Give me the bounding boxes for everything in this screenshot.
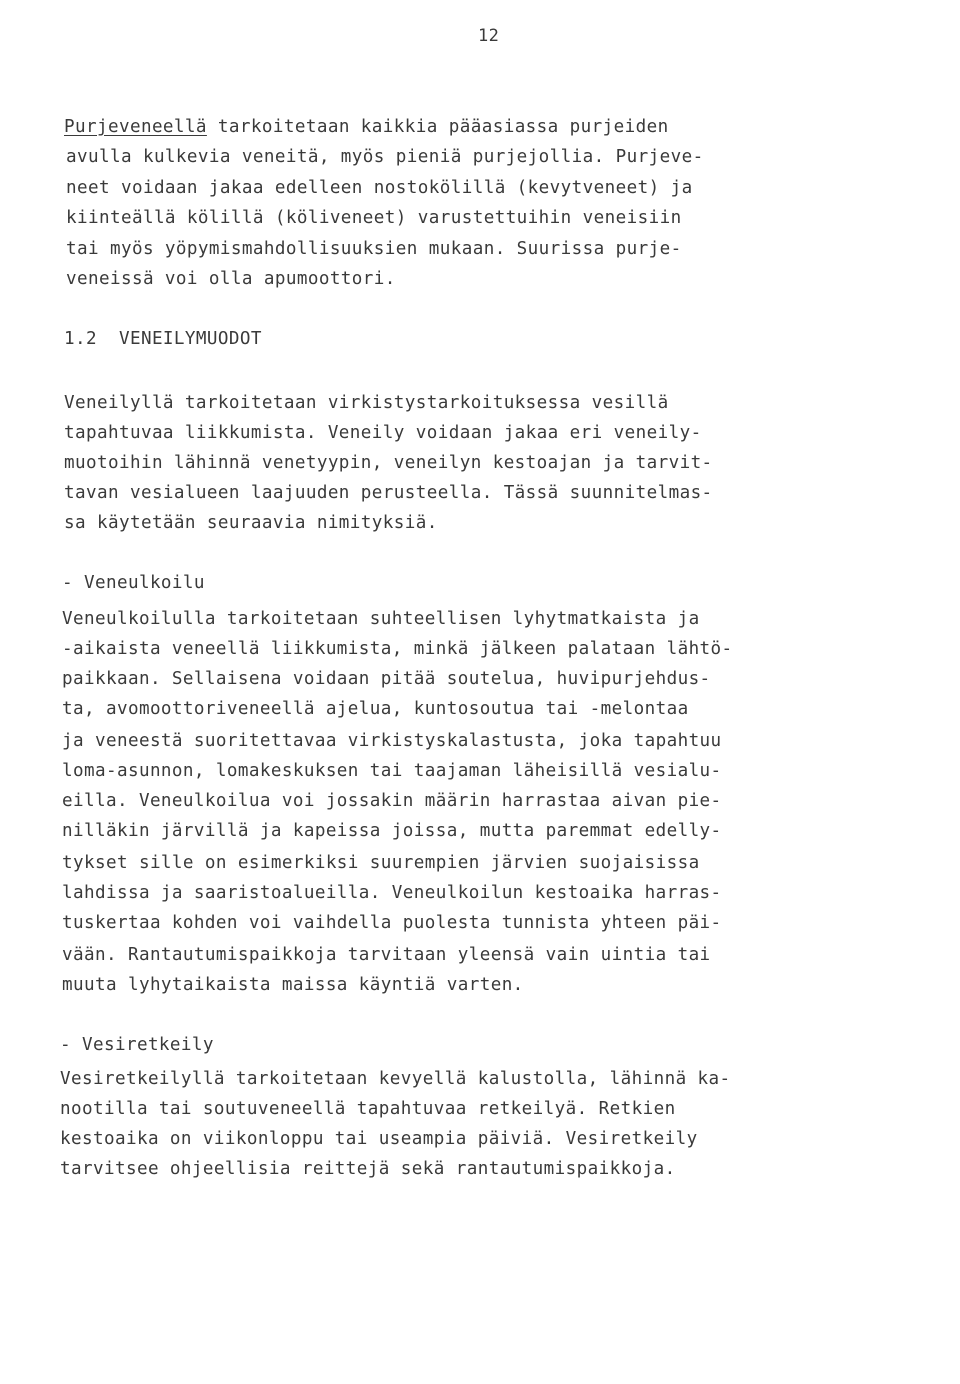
intro-line-1 <box>64 116 669 138</box>
veneulkoilu-line: nilläkin järvillä ja kapeissa joissa, mutta paremmat edelly- <box>62 821 722 841</box>
section-line: muotoihin lähinnä venetyypin, veneilyn kestoajan ja tarvit- <box>64 453 713 473</box>
veneulkoilu-line: ja veneestä suoritettavaa virkistyskalastusta, joka tapahtuu <box>62 731 722 751</box>
intro-term: Purjeveneellä <box>64 117 207 137</box>
veneulkoilu-line: loma-asunnon, lomakeskuksen tai taajaman läheisillä vesialu- <box>62 761 722 781</box>
section-heading: 1.2 VENEILYMUODOT <box>64 329 262 349</box>
veneulkoilu-line: paikkaan. Sellaisena voidaan pitää soutelua, huvipurjehdus- <box>62 669 711 689</box>
intro-line: kiinteällä kölillä (köliveneet) varustettuihin veneisiin <box>66 208 682 228</box>
veneulkoilu-line: tykset sille on esimerkiksi suurempien järvien suojaisissa <box>62 853 700 873</box>
intro-line: tai myös yöpymismahdollisuuksien mukaan. Suurissa purje- <box>66 239 682 259</box>
veneulkoilu-line: tuskertaa kohden voi vaihdella puolesta tunnista yhteen päi- <box>62 913 722 933</box>
vesiretkeily-line: Vesiretkeilyllä tarkoitetaan kevyellä kalustolla, lähinnä ka- <box>60 1069 731 1089</box>
intro-line: neet voidaan jakaa edelleen nostokölillä (kevytveneet) ja <box>66 178 693 198</box>
section-line: sa käytetään seuraavia nimityksiä. <box>64 513 438 533</box>
section-line: Veneilyllä tarkoitetaan virkistystarkoituksessa vesillä <box>64 393 669 413</box>
veneulkoilu-line: vään. Rantautumispaikkoja tarvitaan yleensä vain uintia tai <box>62 945 711 965</box>
veneulkoilu-title: - Veneulkoilu <box>62 573 205 593</box>
vesiretkeily-line: nootilla tai soutuveneellä tapahtuvaa retkeilyä. Retkien <box>60 1099 676 1119</box>
page-number: 12 <box>478 26 500 46</box>
section-line: tapahtuvaa liikkumista. Veneily voidaan jakaa eri veneily- <box>64 423 702 443</box>
veneulkoilu-line: ta, avomoottoriveneellä ajelua, kuntosoutua tai -melontaa <box>62 699 689 719</box>
intro-line-1-rest: tarkoitetaan kaikkia pääasiassa purjeiden <box>206 117 669 137</box>
section-line: tavan vesialueen laajuuden perusteella. Tässä suunnitelmas- <box>64 483 713 503</box>
intro-line: avulla kulkevia veneitä, myös pieniä purjejollia. Purjeve- <box>66 147 704 167</box>
veneulkoilu-line: muuta lyhytaikaista maissa käyntiä varten. <box>62 975 524 995</box>
veneulkoilu-line: lahdissa ja saaristoalueilla. Veneulkoilun kestoaika harras- <box>62 883 722 903</box>
intro-line: veneissä voi olla apumoottori. <box>66 269 396 289</box>
vesiretkeily-line: kestoaika on viikonloppu tai useampia päiviä. Vesiretkeily <box>60 1129 698 1149</box>
veneulkoilu-line: Veneulkoilulla tarkoitetaan suhteellisen lyhytmatkaista ja <box>62 609 700 629</box>
veneulkoilu-line: -aikaista veneellä liikkumista, minkä jälkeen palataan lähtö- <box>62 639 733 659</box>
veneulkoilu-line: eilla. Veneulkoilua voi jossakin määrin harrastaa aivan pie- <box>62 791 722 811</box>
vesiretkeily-title: - Vesiretkeily <box>60 1035 214 1055</box>
vesiretkeily-line: tarvitsee ohjeellisia reittejä sekä rantautumispaikkoja. <box>60 1159 676 1179</box>
